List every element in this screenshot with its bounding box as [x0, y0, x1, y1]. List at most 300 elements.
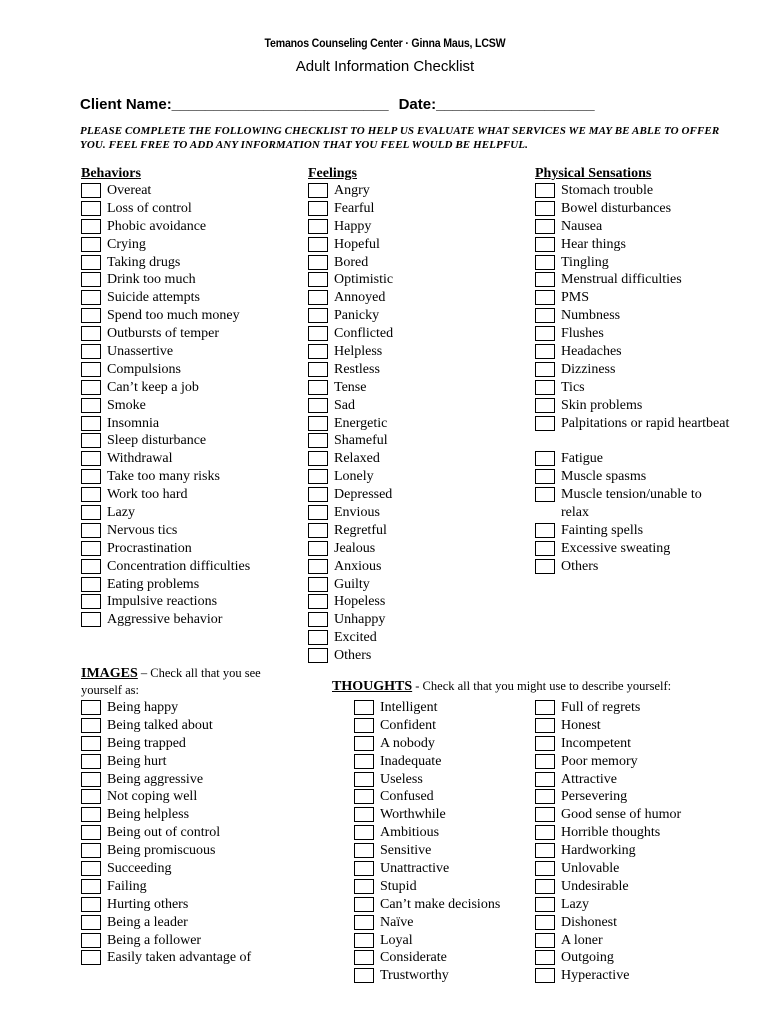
checklist-item	[535, 842, 725, 860]
checkbox[interactable]	[81, 326, 101, 341]
checkbox[interactable]	[81, 718, 101, 733]
checklist-item	[81, 540, 291, 558]
checklist-item-label: Confident	[380, 717, 436, 733]
checklist-item	[535, 753, 725, 771]
checklist-item	[535, 824, 725, 842]
checklist-item	[535, 717, 725, 735]
checklist-item	[81, 558, 291, 576]
checklist-item-label: Spend too much money	[107, 308, 240, 324]
checklist-item	[535, 788, 725, 806]
checklist-item-label: Hopeful	[334, 236, 380, 252]
checkbox[interactable]	[81, 594, 101, 609]
checkbox[interactable]	[308, 469, 328, 484]
checklist-item-label: Not coping well	[107, 789, 198, 805]
checklist-item-label: Optimistic	[334, 272, 394, 288]
checkbox[interactable]	[308, 237, 328, 252]
checklist-item-label: Panicky	[334, 308, 380, 324]
checkbox[interactable]	[535, 541, 555, 556]
checklist-item	[354, 824, 534, 842]
checklist-item	[81, 735, 296, 753]
checkbox[interactable]	[535, 255, 555, 270]
checklist-item-label: Muscle spasms	[561, 469, 647, 485]
checklist-item	[81, 236, 291, 254]
checklist-item	[81, 932, 296, 950]
checklist-item	[81, 949, 296, 967]
instructions: PLEASE COMPLETE THE FOLLOWING CHECKLIST TO HELP US EVALUATE WHAT SERVICES WE MAY BE ABLE TO OFFER YOU. FEEL FREE TO ADD ANY INFORMATION THAT YOU FEEL WOULD BE HELPFUL.	[80, 125, 720, 151]
checkbox[interactable]	[354, 718, 374, 733]
checklist-item-label: Unassertive	[107, 344, 174, 360]
checklist-item-label: Worthwhile	[380, 807, 446, 823]
checkbox[interactable]	[535, 915, 555, 930]
checklist-item-label: Honest	[561, 717, 601, 733]
checklist-item	[535, 379, 725, 397]
checklist-item	[81, 343, 291, 361]
checklist-item-label: Confused	[380, 789, 434, 805]
checklist-item	[354, 771, 534, 789]
checklist-item	[81, 860, 296, 878]
checklist-item	[308, 200, 508, 218]
checkbox[interactable]	[535, 807, 555, 822]
checkbox[interactable]	[308, 559, 328, 574]
checkbox[interactable]	[81, 451, 101, 466]
checklist-item-label: Sleep disturbance	[107, 433, 207, 449]
checklist-item-label: Angry	[334, 183, 370, 198]
checkbox[interactable]	[308, 272, 328, 287]
checkbox[interactable]	[81, 255, 101, 270]
checkbox[interactable]	[308, 416, 328, 431]
checklist-item-label: Menstrual difficulties	[561, 272, 682, 288]
checkbox[interactable]	[354, 789, 374, 804]
checkbox[interactable]	[308, 451, 328, 466]
checklist-item-label: Sensitive	[380, 843, 432, 859]
checklist-item	[308, 218, 508, 236]
checklist-item	[81, 699, 296, 717]
checklist-item	[535, 699, 725, 717]
checklist-item-label: Phobic avoidance	[107, 218, 207, 234]
checklist-item-label: Stupid	[380, 878, 417, 894]
checklist-item-label: Depressed	[334, 487, 393, 503]
checkbox[interactable]	[535, 559, 555, 574]
checklist-item-label: Bowel disturbances	[561, 200, 672, 216]
form-title: Adult Information Checklist	[295, 58, 475, 75]
checkbox[interactable]	[308, 433, 328, 448]
checklist-item	[308, 629, 508, 647]
physical-list	[535, 182, 730, 576]
checklist-item-label: Outgoing	[561, 950, 614, 966]
physical-title: Physical Sensations	[535, 166, 652, 181]
checkbox[interactable]	[81, 736, 101, 751]
checklist-item	[81, 218, 291, 236]
checklist-item	[81, 415, 291, 433]
checklist-item-label: Aggressive behavior	[107, 612, 223, 628]
checkbox[interactable]	[81, 237, 101, 252]
checkbox[interactable]	[81, 754, 101, 769]
checklist-item	[354, 753, 534, 771]
org-header: Temanos Counseling Center · Ginna Maus, LCSW	[264, 38, 506, 50]
checklist-item-label: A loner	[561, 932, 603, 948]
checkbox[interactable]	[81, 843, 101, 858]
checkbox[interactable]	[535, 933, 555, 948]
checkbox[interactable]	[81, 700, 101, 715]
checklist-item	[81, 896, 296, 914]
checkbox[interactable]	[308, 219, 328, 234]
checklist-item-label: Tics	[561, 379, 585, 395]
client-name-field[interactable]: Client Name:__________________________	[80, 96, 389, 113]
checklist-item-label: Excited	[334, 630, 377, 646]
checklist-item-label: Horrible thoughts	[561, 825, 661, 841]
checklist-item	[308, 450, 508, 468]
checkbox[interactable]	[354, 700, 374, 715]
checkbox[interactable]	[81, 789, 101, 804]
checklist-item	[81, 717, 296, 735]
checklist-item-label: Can’t make decisions	[380, 896, 501, 912]
checkbox[interactable]	[535, 487, 555, 502]
checklist-item-label: Being hurt	[107, 753, 167, 769]
checklist-item-label: Useless	[380, 771, 423, 787]
checklist-item-label: Compulsions	[107, 361, 181, 377]
checkbox[interactable]	[354, 968, 374, 983]
checkbox[interactable]	[535, 326, 555, 341]
checkbox[interactable]	[354, 915, 374, 930]
checkbox[interactable]	[535, 344, 555, 359]
checklist-item-label: Crying	[107, 236, 146, 252]
checklist-item-label: Naïve	[380, 914, 414, 930]
checkbox[interactable]	[308, 290, 328, 305]
checklist-item	[308, 343, 508, 361]
checkbox[interactable]	[308, 487, 328, 502]
checkbox[interactable]	[308, 362, 328, 377]
checkbox[interactable]	[535, 789, 555, 804]
checklist-item-label: Annoyed	[334, 290, 386, 306]
checklist-item	[535, 236, 725, 254]
checklist-item	[308, 361, 508, 379]
checklist-item-label: Numbness	[561, 308, 621, 324]
checkbox[interactable]	[535, 380, 555, 395]
thoughts-column-a	[354, 699, 534, 985]
checkbox[interactable]	[308, 648, 328, 663]
checklist-item-label: Hurting others	[107, 896, 189, 912]
thoughts-column-b	[535, 699, 725, 985]
checklist-item-label: Eating problems	[107, 576, 200, 592]
checklist-item	[308, 289, 508, 307]
checklist-item-label: Hyperactive	[561, 968, 630, 984]
checklist-item-label: Full of regrets	[561, 700, 641, 715]
checkbox[interactable]	[308, 577, 328, 592]
checklist-item-label: Fainting spells	[561, 522, 644, 538]
checklist-item-label: Unlovable	[561, 861, 620, 877]
checklist-item	[308, 325, 508, 343]
checklist-item	[535, 307, 725, 325]
checkbox[interactable]	[354, 772, 374, 787]
checkbox[interactable]	[81, 183, 101, 198]
checkbox[interactable]	[308, 183, 328, 198]
checklist-item	[308, 486, 508, 504]
checkbox[interactable]	[308, 255, 328, 270]
checkbox[interactable]	[308, 308, 328, 323]
checklist-item-label: Unattractive	[380, 861, 450, 877]
checkbox[interactable]	[81, 541, 101, 556]
checkbox[interactable]	[535, 416, 555, 431]
checkbox[interactable]	[81, 897, 101, 912]
checklist-item	[535, 218, 725, 236]
checklist-item	[81, 379, 291, 397]
checklist-item	[535, 450, 725, 468]
checklist-item	[81, 771, 296, 789]
checklist-item-label: Being a follower	[107, 932, 202, 948]
behaviors-title: Behaviors	[81, 166, 141, 181]
checkbox[interactable]	[535, 523, 555, 538]
checklist-item-label: Take too many risks	[107, 469, 220, 485]
checkbox[interactable]	[81, 523, 101, 538]
checklist-item-label: Withdrawal	[107, 451, 173, 467]
checklist-item	[308, 307, 508, 325]
checkbox[interactable]	[81, 487, 101, 502]
checkbox[interactable]	[81, 825, 101, 840]
checkbox[interactable]	[354, 950, 374, 965]
checklist-item	[354, 914, 534, 932]
checklist-item	[535, 289, 725, 307]
checkbox[interactable]	[535, 219, 555, 234]
checkbox[interactable]	[81, 577, 101, 592]
checkbox[interactable]	[81, 505, 101, 520]
checkbox[interactable]	[308, 344, 328, 359]
checklist-item	[354, 949, 534, 967]
checklist-item-label: Nausea	[561, 218, 603, 234]
checkbox[interactable]	[81, 861, 101, 876]
checkbox[interactable]	[354, 879, 374, 894]
checklist-item-label: Stomach trouble	[561, 183, 654, 198]
checkbox[interactable]	[354, 897, 374, 912]
checklist-item-label: Bored	[334, 254, 369, 270]
checkbox[interactable]	[81, 416, 101, 431]
checkbox[interactable]	[354, 861, 374, 876]
checklist-item	[535, 558, 725, 576]
checkbox[interactable]	[354, 933, 374, 948]
checkbox[interactable]	[535, 950, 555, 965]
checkbox[interactable]	[81, 772, 101, 787]
checkbox[interactable]	[81, 219, 101, 234]
checklist-item-label: Jealous	[334, 540, 376, 556]
checkbox[interactable]	[535, 968, 555, 983]
checkbox[interactable]	[354, 825, 374, 840]
checklist-item-label: Incompetent	[561, 735, 631, 751]
checkbox[interactable]	[535, 897, 555, 912]
checklist-item-label: Being aggressive	[107, 771, 204, 787]
checkbox[interactable]	[308, 541, 328, 556]
checkbox[interactable]	[81, 433, 101, 448]
checklist-item	[81, 576, 291, 594]
checklist-item-label: Palpitations or rapid heartbeat	[561, 415, 730, 431]
checkbox[interactable]	[81, 362, 101, 377]
date-field[interactable]: Date:___________________	[398, 96, 595, 113]
checklist-item-label: Can’t keep a job	[107, 379, 199, 395]
checkbox[interactable]	[81, 201, 101, 216]
checkbox[interactable]	[535, 879, 555, 894]
checklist-item-label: Concentration difficulties	[107, 558, 251, 574]
checkbox[interactable]	[81, 559, 101, 574]
checklist-item	[354, 896, 534, 914]
checklist-item	[354, 878, 534, 896]
checklist-item	[535, 896, 725, 914]
checklist-item-label: Easily taken advantage of	[107, 950, 252, 966]
checkbox[interactable]	[308, 380, 328, 395]
checkbox[interactable]	[308, 612, 328, 627]
feelings-column	[308, 166, 508, 665]
checkbox[interactable]	[354, 807, 374, 822]
checklist-item	[81, 307, 291, 325]
checklist-item	[354, 967, 534, 985]
checklist-item-label: Excessive sweating	[561, 540, 671, 556]
checklist-item	[81, 432, 291, 450]
checkbox[interactable]	[535, 736, 555, 751]
checklist-item-label: Loyal	[380, 932, 413, 948]
thoughts-title: THOUGHTS	[332, 679, 413, 694]
checkbox[interactable]	[535, 772, 555, 787]
checkbox[interactable]	[354, 843, 374, 858]
checklist-item	[354, 806, 534, 824]
checkbox[interactable]	[81, 290, 101, 305]
checkbox[interactable]	[81, 915, 101, 930]
checkbox[interactable]	[535, 183, 555, 198]
checklist-item-label: Overeat	[107, 183, 152, 198]
checklist-item	[81, 914, 296, 932]
checklist-item-label: Drink too much	[107, 272, 196, 288]
checklist-item	[81, 182, 291, 200]
checkbox[interactable]	[81, 272, 101, 287]
checkbox[interactable]	[308, 201, 328, 216]
checklist-item	[81, 878, 296, 896]
checklist-item	[81, 486, 291, 504]
checklist-item	[535, 914, 725, 932]
checkbox[interactable]	[308, 326, 328, 341]
thoughts-b-list	[535, 699, 725, 985]
checkbox[interactable]	[308, 505, 328, 520]
checklist-item-label: Being a leader	[107, 914, 188, 930]
checklist-item	[535, 486, 725, 522]
checklist-item	[308, 236, 508, 254]
checklist-item-label: Skin problems	[561, 397, 643, 413]
checklist-item	[535, 415, 730, 451]
checklist-item	[308, 432, 508, 450]
checkbox[interactable]	[535, 308, 555, 323]
checklist-item-label: Conflicted	[334, 326, 394, 342]
checkbox[interactable]	[535, 201, 555, 216]
thoughts-a-list	[354, 699, 534, 985]
checklist-item	[354, 842, 534, 860]
checkbox[interactable]	[535, 825, 555, 840]
checklist-item-label: Dishonest	[561, 914, 617, 930]
checkbox[interactable]	[535, 290, 555, 305]
checklist-item	[308, 379, 508, 397]
checklist-item	[354, 860, 534, 878]
checkbox[interactable]	[81, 879, 101, 894]
checklist-item	[535, 325, 725, 343]
checkbox[interactable]	[81, 612, 101, 627]
checklist-item-label: Work too hard	[107, 487, 188, 503]
checklist-item	[535, 343, 725, 361]
physical-column	[535, 166, 730, 576]
checklist-item	[81, 611, 291, 629]
checkbox[interactable]	[535, 718, 555, 733]
checklist-item	[308, 647, 508, 665]
checklist-item-label: Envious	[334, 505, 380, 521]
checklist-item-label: Hopeless	[334, 594, 386, 610]
checklist-item	[308, 576, 508, 594]
checklist-item	[535, 878, 725, 896]
checkbox[interactable]	[81, 398, 101, 413]
checklist-item-label: Persevering	[561, 789, 628, 805]
checkbox[interactable]	[535, 451, 555, 466]
checklist-item	[81, 450, 291, 468]
checkbox[interactable]	[81, 933, 101, 948]
checklist-item-label: Loss of control	[107, 200, 192, 216]
checklist-item-label: Undesirable	[561, 878, 629, 894]
checkbox[interactable]	[535, 754, 555, 769]
images-heading	[81, 665, 296, 699]
checkbox[interactable]	[535, 272, 555, 287]
checklist-item	[81, 200, 291, 218]
checkbox[interactable]	[535, 362, 555, 377]
checklist-item	[535, 860, 725, 878]
checklist-item	[354, 932, 534, 950]
checkbox[interactable]	[81, 469, 101, 484]
checkbox[interactable]	[535, 700, 555, 715]
checkbox[interactable]	[535, 843, 555, 858]
checkbox[interactable]	[81, 380, 101, 395]
checklist-item-label: Hardworking	[561, 843, 636, 859]
checkbox[interactable]	[535, 398, 555, 413]
checkbox[interactable]	[308, 594, 328, 609]
checkbox[interactable]	[535, 469, 555, 484]
checkbox[interactable]	[308, 398, 328, 413]
checkbox[interactable]	[535, 237, 555, 252]
checkbox[interactable]	[354, 736, 374, 751]
thoughts-desc: - Check all that you might use to describe yourself:	[412, 679, 672, 693]
checklist-item-label: Ambitious	[380, 825, 440, 841]
checklist-item-label: Being helpless	[107, 807, 190, 823]
checklist-item	[308, 271, 508, 289]
checklist-item-label: Trustworthy	[380, 968, 449, 984]
checkbox[interactable]	[81, 950, 101, 965]
checkbox[interactable]	[308, 523, 328, 538]
checklist-item	[535, 182, 725, 200]
checkbox[interactable]	[354, 754, 374, 769]
checklist-item	[81, 289, 291, 307]
checklist-item-label: Attractive	[561, 771, 617, 787]
checklist-item	[535, 397, 725, 415]
checklist-item-label: Being trapped	[107, 735, 186, 751]
checklist-item	[535, 361, 725, 379]
behaviors-list	[81, 182, 291, 629]
checklist-item-label: Suicide attempts	[107, 290, 200, 306]
checklist-item	[354, 699, 534, 717]
checkbox[interactable]	[535, 861, 555, 876]
checklist-item-label: Shameful	[334, 433, 388, 449]
checklist-item-label: Relaxed	[334, 451, 380, 467]
checkbox[interactable]	[81, 344, 101, 359]
checkbox[interactable]	[308, 630, 328, 645]
checklist-item-label: Regretful	[334, 522, 387, 538]
checklist-item	[81, 361, 291, 379]
behaviors-column	[81, 166, 291, 629]
client-line	[80, 96, 720, 113]
checklist-item-label: Outbursts of temper	[107, 326, 219, 342]
checkbox[interactable]	[81, 807, 101, 822]
checklist-item-label: Helpless	[334, 344, 383, 360]
checklist-item-label: Guilty	[334, 576, 370, 592]
checkbox[interactable]	[81, 308, 101, 323]
images-list	[81, 699, 296, 967]
